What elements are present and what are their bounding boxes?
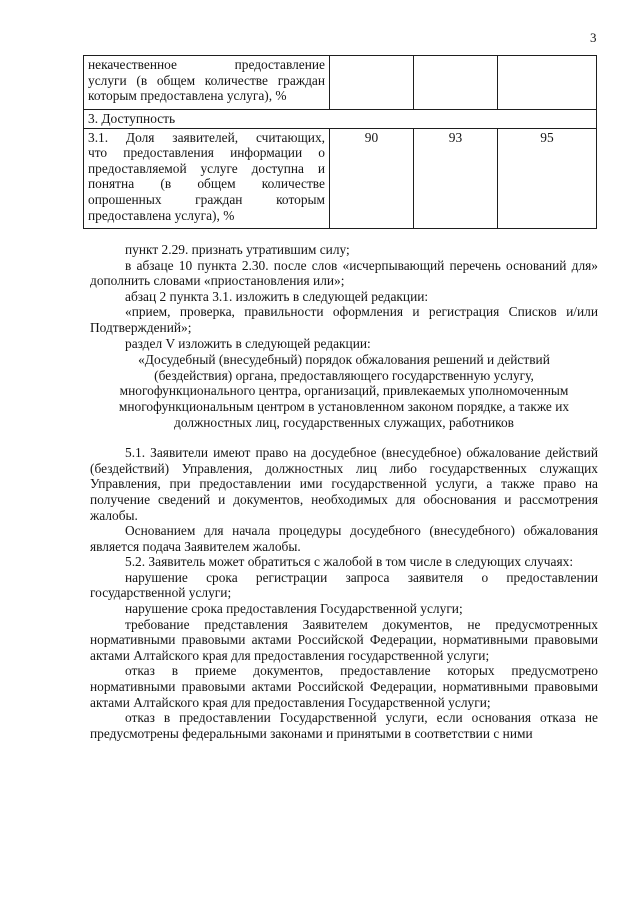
value-cell: 93	[414, 128, 498, 228]
paragraph: «прием, проверка, правильности оформления и регистрация Списков и/или Подтверждений»;	[90, 304, 598, 335]
paragraph: 5.2. Заявитель может обратиться с жалобой в том числе в следующих случаях:	[125, 554, 574, 570]
indicator-line: понятна (в общем количестве	[88, 176, 325, 192]
paragraph: отказ в предоставлении Государственной услуги, если основания отказа не предусмотрены федеральными законами и принятыми в соответствии с ними	[90, 710, 598, 741]
paragraph: Основанием для начала процедуры досудебного (внесудебного) обжалования является подача Заявителем жалобы.	[90, 523, 598, 554]
paragraph: 5.1. Заявители имеют право на досудебное (внесудебное) обжалование действий (бездействий) Управления, должностных лиц либо государственных служащих Управления, при предоставлении ими государственной услуги, а также право на получение сведений и документов, необходимых для обоснования и рассмотрения жалобы.	[90, 445, 598, 523]
paragraph: абзац 2 пункта 3.1. изложить в следующей редакции:	[125, 288, 429, 304]
section-title-line: (бездействия) органа, предоставляющего государственную услугу,	[154, 367, 534, 383]
indicator-cell	[84, 128, 330, 228]
paragraph: нарушение срока регистрации запроса заявителя о предоставлении государственной услуги;	[90, 569, 598, 601]
section-title-line: должностных лиц, государственных служащих, работников	[174, 414, 514, 430]
page-number: 3	[590, 30, 597, 45]
paragraph: пункт 2.29. признать утратившим силу;	[125, 242, 350, 257]
section-title-line: многофункциональным центром в установленном законом порядке, а также их	[118, 398, 570, 414]
section-title	[90, 351, 598, 430]
value-cell: 90	[330, 128, 414, 228]
value-cell	[414, 56, 498, 110]
section-title-line: «Досудебный (внесудебный) порядок обжалования решений и действий	[138, 352, 550, 368]
paragraph: в абзаце 10 пункта 2.30. после слов «исчерпывающий перечень оснований для» дополнить словами «приостановления или»;	[90, 257, 598, 289]
table-row	[84, 128, 597, 228]
indicator-line: предоставлена услуга), %	[88, 207, 235, 223]
paragraph: нарушение срока предоставления Государственной услуги;	[125, 601, 463, 617]
value-cell	[330, 56, 414, 110]
indicator-line: 3.1. Доля заявителей, считающих,	[88, 129, 325, 145]
section-title-line: многофункционального центра, организаций, привлекаемых уполномоченным	[119, 383, 569, 399]
indicator-line: некачественное предоставление	[88, 57, 325, 72]
section-header-cell: 3. Доступность	[84, 110, 597, 129]
indicator-cell	[84, 56, 330, 110]
indicator-line: предоставляемой услуге доступна и	[88, 160, 325, 176]
performance-indicators-table	[83, 55, 597, 229]
value-cell: 95	[498, 128, 597, 228]
paragraph: требование представления Заявителем документов, не предусмотренных нормативными правовыми актами Российской Федерации, нормативными правовыми актами Алтайского края для предоставления государственной услуги;	[90, 616, 598, 663]
table-row	[84, 56, 597, 110]
value-cell	[498, 56, 597, 110]
paragraph: отказ в приеме документов, предоставление которых предусмотрено нормативными правовыми актами Российской Федерации, нормативными правовыми актами Алтайского края для предоставления Государственной услуги;	[90, 663, 598, 710]
indicator-line: услуги (в общем количестве граждан	[88, 72, 325, 88]
indicator-line: опрошенных граждан которым	[88, 191, 325, 207]
paragraph: раздел V изложить в следующей редакции:	[125, 335, 371, 351]
document-body	[90, 242, 598, 741]
indicator-line: которым предоставлена услуга), %	[88, 88, 287, 104]
indicator-line: что предоставления информации о	[88, 145, 325, 161]
table-row	[84, 110, 597, 129]
